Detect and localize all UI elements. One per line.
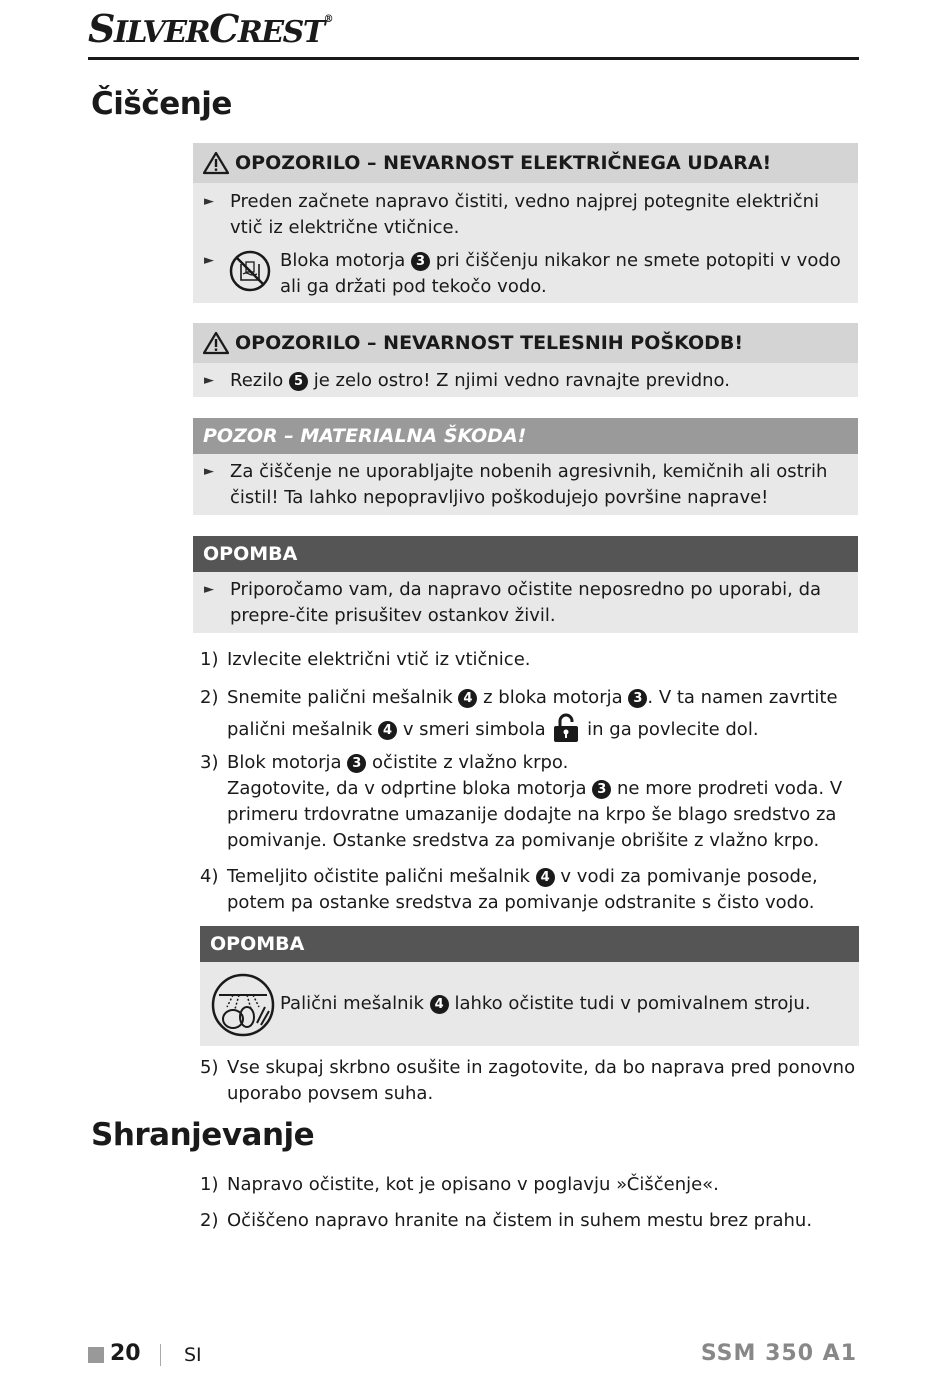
cleaning-step-2 (200, 683, 860, 745)
step-number: 3) (200, 752, 219, 773)
ref-number-3: 3 (347, 754, 366, 773)
ref-number-3: 3 (628, 689, 647, 708)
step-text: . V ta namen zavrtite palični mešalnik (227, 687, 838, 740)
caution-material-title: POZOR – MATERIALNA ŠKODA! (203, 425, 527, 447)
note-header-2 (200, 926, 859, 962)
note-text: Palični mešalnik (280, 993, 424, 1014)
ref-number-4: 4 (430, 995, 449, 1014)
ref-number-4: 4 (458, 689, 477, 708)
warning-electric-box (193, 143, 858, 303)
warning-injury-box (193, 323, 858, 397)
storage-step-1 (200, 1172, 860, 1198)
warning-injury-bullet-1 (193, 368, 858, 394)
brand-logo: SILVERCREST® (88, 6, 333, 51)
warning-electric-bullet-2 (193, 248, 858, 300)
bullet-text: Preden začnete napravo čistiti, vedno najprej potegnite električni vtič iz električne vtičnice. (230, 191, 820, 238)
bullet-arrow-icon: ► (204, 253, 214, 268)
note-title-1: OPOMBA (203, 543, 298, 565)
note-text: lahko očistite tudi v pomivalnem stroju. (454, 993, 811, 1014)
bullet-arrow-icon: ► (204, 582, 214, 597)
bullet-text: Rezilo (230, 370, 284, 391)
ref-number-3: 3 (411, 252, 430, 271)
step-text: Snemite palični mešalnik (227, 687, 453, 708)
unlock-symbol-icon (551, 713, 581, 743)
step-number: 1) (200, 1174, 219, 1195)
bullet-arrow-icon: ► (204, 194, 214, 209)
step-text: Vse skupaj skrbno osušite in zagotovite, da bo naprava pred ponovno uporabo povsem suha. (227, 1057, 856, 1104)
warning-injury-title: OPOZORILO – NEVARNOST TELESNIH POŠKODB! (235, 332, 744, 354)
warning-electric-header (193, 143, 858, 183)
bullet-text: Priporočamo vam, da napravo očistite neposredno po uporabi, da prepre-čite prisušitev ostankov živil. (230, 579, 822, 626)
bullet-text: Bloka motorja (280, 250, 406, 271)
step-text: z bloka motorja (483, 687, 623, 708)
step-number: 4) (200, 866, 219, 887)
bullet-text: Za čiščenje ne uporabljajte nobenih agresivnih, kemičnih ali ostrih čistil! Ta lahko nepopravljivo poškodujejo površine naprave! (230, 461, 828, 508)
storage-step-2 (200, 1208, 860, 1234)
step-text: v smeri simbola (402, 719, 546, 740)
step-text: očistite z vlažno krpo. (372, 752, 569, 773)
bullet-text: je zelo ostro! Z njimi vedno ravnajte previdno. (313, 370, 730, 391)
language-code: SI (184, 1344, 202, 1366)
warning-electric-bullet-1 (193, 189, 858, 241)
step-text: in ga povlecite dol. (587, 719, 759, 740)
footer-marker (88, 1347, 104, 1363)
step-number: 1) (200, 649, 219, 670)
section-title-storage: Shranjevanje (91, 1117, 315, 1153)
page-number: 20 (110, 1341, 141, 1366)
warning-triangle-icon (203, 331, 229, 355)
note-1-bullet-1 (193, 577, 858, 629)
step-text: Temeljito očistite palični mešalnik (227, 866, 530, 887)
cleaning-step-3 (200, 750, 860, 854)
step-text: Izvlecite električni vtič iz vtičnice. (227, 649, 531, 670)
registered-mark: ® (323, 14, 333, 25)
step-number: 5) (200, 1057, 219, 1078)
note-title-2: OPOMBA (210, 933, 305, 955)
note-header-1 (193, 536, 858, 572)
step-text: v vodi za pomivanje posode, potem pa ostanke sredstva za pomivanje odstranite s čisto vodo. (227, 866, 818, 913)
step-text: Zagotovite, da v odprtine bloka motorja (227, 778, 587, 799)
note-2-body (200, 962, 859, 1046)
section-title-cleaning: Čiščenje (91, 86, 232, 122)
step-text: Blok motorja (227, 752, 342, 773)
model-number: SSM 350 A1 (700, 1341, 857, 1366)
step-number: 2) (200, 1210, 219, 1231)
step-text: Očiščeno napravo hranite na čistem in suhem mestu brez prahu. (227, 1210, 813, 1231)
bullet-text: pri čiščenju nikakor ne smete potopiti v vodo ali ga držati pod tekočo vodo. (280, 250, 841, 297)
step-text: Napravo očistite, kot je opisano v poglavju »Čiščenje«. (227, 1174, 719, 1195)
cleaning-step-5 (200, 1055, 860, 1107)
ref-number-4: 4 (378, 721, 397, 740)
ref-number-5: 5 (289, 372, 308, 391)
cleaning-step-4 (200, 864, 860, 916)
ref-number-3: 3 (592, 780, 611, 799)
ref-number-4: 4 (536, 868, 555, 887)
warning-injury-header (193, 323, 858, 363)
footer-divider (160, 1344, 161, 1366)
bullet-arrow-icon: ► (204, 373, 214, 388)
dishwasher-safe-icon (211, 973, 275, 1037)
warning-triangle-icon (203, 151, 229, 175)
header-rule (88, 57, 859, 60)
step-text: ne more prodreti voda. V primeru trdovratne umazanije dodajte na krpo še blago sredstvo za pomivanje. Ostanke sredstva za pomivanje obrišite z vlažno krpo. (227, 778, 843, 851)
note-box-2 (200, 926, 859, 1046)
cleaning-step-1 (200, 647, 860, 673)
caution-material-box (193, 418, 858, 515)
step-number: 2) (200, 687, 219, 708)
warning-electric-title: OPOZORILO – NEVARNOST ELEKTRIČNEGA UDARA! (235, 152, 772, 174)
bullet-arrow-icon: ► (204, 464, 214, 479)
caution-material-header (193, 418, 858, 454)
no-water-immersion-icon (229, 250, 271, 292)
note-box-1 (193, 536, 858, 633)
caution-material-bullet-1 (193, 459, 858, 511)
